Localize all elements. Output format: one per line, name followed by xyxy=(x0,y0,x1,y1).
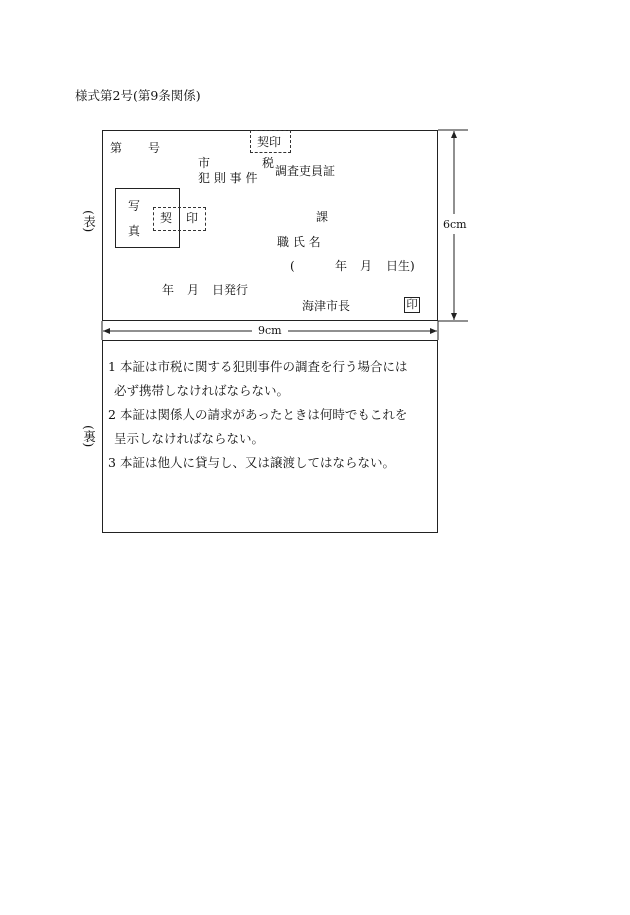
photo-label-2: 真 xyxy=(128,224,141,238)
issue-year: 年 xyxy=(162,283,175,297)
note-text-line2: 呈示しなければならない。 xyxy=(114,431,265,446)
back-side-label: (裏) xyxy=(81,425,97,448)
front-side-label: (表) xyxy=(81,210,97,233)
form-title: 様式第2号(第9条関係) xyxy=(75,88,201,103)
photo-label-1: 写 xyxy=(128,199,141,213)
note-text-line1: 本証は市税に関する犯則事件の調査を行う場合には xyxy=(119,359,408,374)
birth-open: ( xyxy=(290,259,295,273)
note-number: 2 xyxy=(108,407,116,422)
note-number: 1 xyxy=(108,359,116,374)
birth-month: 月 xyxy=(360,259,373,273)
name-row: 職 氏 名 xyxy=(277,235,321,249)
issue-day: 日発行 xyxy=(212,283,249,297)
note-text-line1: 本証は他人に貸与し、又は譲渡してはならない。 xyxy=(119,455,395,470)
note-item xyxy=(108,355,438,403)
seal-mark: 印 xyxy=(404,297,420,313)
height-dimension-label: 6cm xyxy=(443,218,467,231)
note-item xyxy=(108,451,438,475)
width-dimension-label: 9cm xyxy=(258,324,282,337)
note-text-line1: 本証は関係人の請求があったときは何時でもこれを xyxy=(119,407,408,422)
number-prefix: 第 xyxy=(110,141,123,155)
note-text-line2: 必ず携帯しなければならない。 xyxy=(114,383,290,398)
note-number: 3 xyxy=(108,455,116,470)
title-line1-left: 市 xyxy=(198,156,211,170)
issuer: 海津市長 xyxy=(302,299,351,313)
back-notes xyxy=(108,355,438,475)
birth-year: 年 xyxy=(335,259,348,273)
seal-photo-right: 印 xyxy=(186,211,199,225)
title-line2: 犯 則 事 件 xyxy=(198,171,258,185)
seal-photo-left: 契 xyxy=(160,211,173,225)
number-suffix: 号 xyxy=(148,141,161,155)
note-item xyxy=(108,403,438,451)
title-suffix: 調査吏員証 xyxy=(275,164,336,178)
birth-day: 日生) xyxy=(386,259,415,273)
title-line1-right: 税 xyxy=(262,156,275,170)
seal-top-label: 契印 xyxy=(257,135,282,149)
section-label: 課 xyxy=(316,210,329,224)
issue-month: 月 xyxy=(187,283,200,297)
